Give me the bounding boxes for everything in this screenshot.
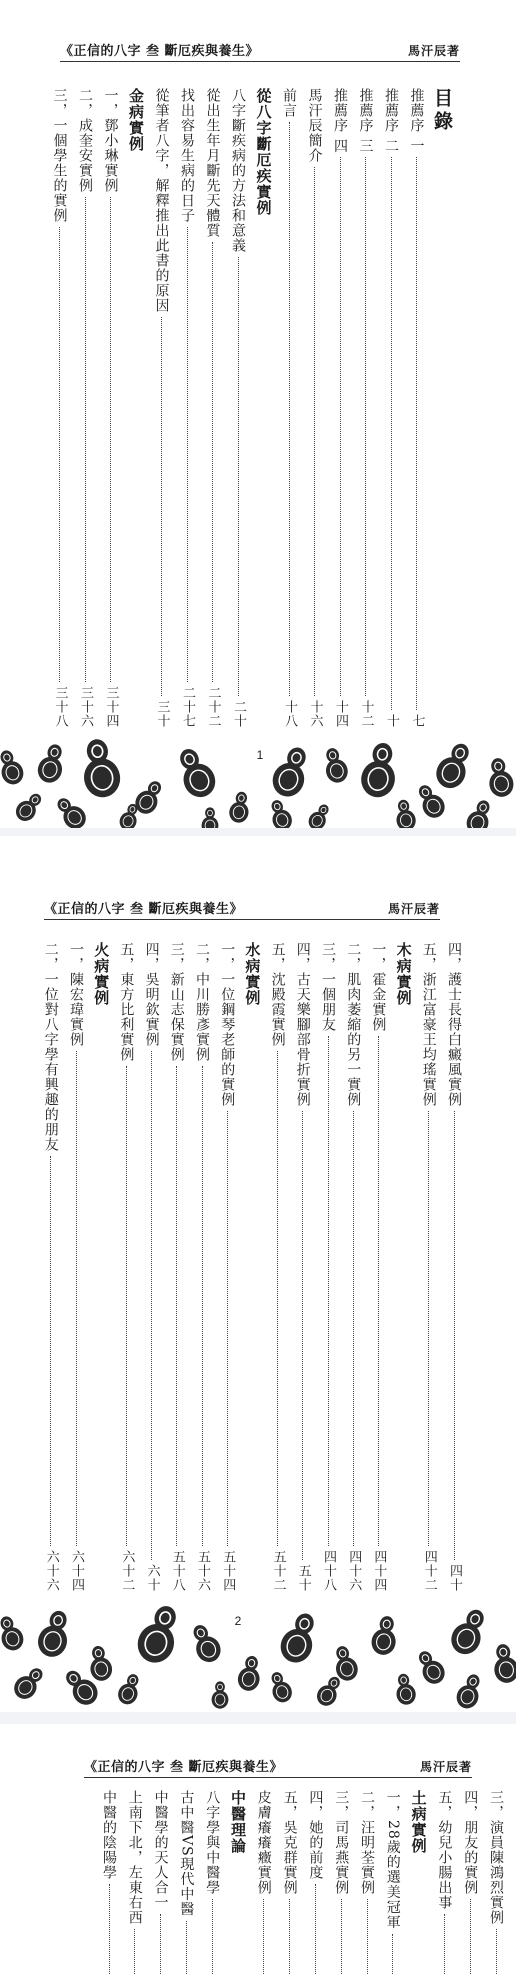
leader-dots	[391, 157, 392, 710]
leader-dots	[289, 1899, 290, 1974]
toc-page-ref: 三十四	[103, 686, 119, 728]
toc-entry-text: 四，她的前度	[307, 1790, 324, 1880]
toc-page-ref: 五十二	[270, 1550, 286, 1592]
toc-page-ref: 四十二	[421, 1550, 437, 1592]
toc-entry-text: 三，演員陳鴻烈實例	[488, 1790, 504, 1925]
toc-page-ref: 三十六	[78, 686, 93, 728]
toc-entry	[101, 88, 121, 728]
gourd-icon	[431, 738, 477, 793]
leader-dots	[416, 157, 417, 710]
toc-entry-text: 找出容易生病的日子	[179, 88, 195, 223]
gourd-icon	[228, 790, 252, 824]
toc-entry	[407, 88, 427, 728]
toc-page-ref: 十六	[307, 700, 323, 728]
gourd-icon	[115, 1671, 144, 1707]
leader-dots	[302, 1111, 303, 1560]
toc-page-ref: 三十八	[52, 686, 68, 728]
leader-dots	[328, 1036, 329, 1546]
toc-page-ref: 三十	[154, 700, 170, 728]
toc-entry	[217, 942, 237, 1592]
toc-entry-text: 三，司馬燕實例	[333, 1790, 350, 1895]
gourd-icon	[0, 747, 27, 787]
leader-dots	[392, 1934, 393, 1974]
leader-dots	[315, 1884, 316, 1974]
toc-entry-text: 五，浙江富豪王均瑤實例	[420, 942, 437, 1107]
leader-dots	[151, 1051, 152, 1560]
gourd-icon	[268, 743, 315, 801]
toc-entry	[280, 1790, 300, 1978]
leader-dots	[59, 227, 60, 682]
leader-dots	[496, 1929, 497, 1974]
toc-page-ref: 十	[384, 714, 399, 728]
book-title: 《正信的八字 叁 斷厄疾與養生》	[60, 44, 260, 59]
leader-dots	[454, 1111, 455, 1560]
toc-entry-text: 皮膚癢癢癥實例	[255, 1790, 272, 1895]
toc-entry-text: 一，陳宏瑋實例	[68, 942, 84, 1047]
gourd-icon	[212, 1681, 229, 1708]
toc-entry	[368, 942, 388, 1592]
toc-entry	[142, 942, 162, 1592]
gourd-icon	[78, 736, 124, 800]
toc-entry	[357, 1790, 377, 1978]
leader-dots	[378, 1036, 379, 1546]
toc-page-3	[0, 1724, 516, 1978]
leader-dots	[187, 227, 188, 682]
toc-entry	[293, 942, 313, 1592]
gourd-icon	[266, 1669, 295, 1705]
gourd-decoration	[0, 736, 516, 836]
toc-page-ref: 二十二	[205, 686, 221, 728]
toc-entry	[177, 88, 197, 728]
toc-page-ref: 六十二	[119, 1550, 135, 1592]
toc-page-ref: 七	[409, 714, 425, 728]
toc-entry-text: 木病實例	[394, 942, 413, 1006]
leader-dots	[85, 197, 86, 682]
leader-dots	[161, 317, 162, 696]
gourd-icon	[171, 743, 221, 802]
toc-entry	[381, 88, 401, 728]
toc-entry-text: 推薦序 一	[408, 88, 425, 154]
leader-dots	[134, 1929, 135, 1974]
gourd-icon	[490, 1642, 516, 1685]
toc-entry-text: 四，護士長得白癜風實例	[446, 942, 462, 1107]
toc-entry-text: 一，霍金實例	[370, 942, 387, 1032]
toc-entry-text: 二，肌肉萎縮的另一實例	[345, 942, 362, 1107]
leader-dots	[341, 1899, 342, 1974]
leader-dots	[109, 1884, 110, 1974]
leader-dots	[289, 122, 290, 696]
toc-entry	[268, 942, 288, 1592]
toc-entry-text: 水病實例	[243, 942, 262, 1006]
toc-entry-text: 五，吳克群實例	[281, 1790, 298, 1895]
toc-page-ref: 十四	[333, 700, 348, 728]
toc-page-ref: 六十六	[43, 1550, 59, 1592]
toc-section-title	[409, 1790, 429, 1854]
toc-entry-text: 上南下北，左東右西	[126, 1790, 143, 1925]
leader-dots	[263, 1899, 264, 1974]
toc-entry	[99, 1790, 119, 1978]
toc-entry-text: 三，新山志保實例	[168, 942, 185, 1062]
toc-entry	[330, 88, 350, 728]
gourd-icon	[132, 1602, 186, 1668]
gourd-icon	[485, 756, 515, 799]
toc-entry	[66, 942, 86, 1592]
leader-dots	[50, 1156, 51, 1546]
toc-entry-text: 中醫理論	[229, 1790, 247, 1854]
toc-entry	[356, 88, 376, 728]
toc-entry-text: 三，一個學生的實例	[51, 88, 68, 223]
toc-entry-text: 三，一個朋友	[320, 942, 336, 1032]
leader-dots	[365, 157, 366, 696]
gourd-icon	[453, 1671, 485, 1710]
toc-page-ref: 二十	[231, 700, 246, 728]
toc-entry	[383, 1790, 403, 1978]
leader-dots	[76, 1051, 77, 1546]
toc-entry	[75, 88, 95, 728]
toc-entry	[116, 942, 136, 1592]
toc-page-2	[0, 836, 516, 1724]
leader-dots	[126, 1066, 127, 1546]
toc-section-title	[91, 942, 111, 1006]
toc-page-ref: 五十六	[195, 1550, 210, 1592]
toc-entry	[486, 1790, 506, 1978]
toc-section-title	[126, 88, 146, 152]
gourd-icon	[12, 789, 47, 825]
toc-entry-text: 推薦序 四	[332, 88, 348, 154]
page-number: 1	[256, 748, 264, 762]
leader-dots	[160, 1914, 161, 1974]
gourd-decoration	[0, 1602, 516, 1710]
toc-entry	[152, 88, 172, 728]
toc-entry	[125, 1790, 145, 1978]
toc-entry	[202, 1790, 222, 1978]
book-title: 《正信的八字 叁 斷厄疾與養生》	[84, 1760, 284, 1775]
toc-entry	[343, 942, 363, 1592]
toc-entry-text: 八字學與中醫學	[204, 1790, 221, 1895]
gourd-icon	[413, 781, 449, 822]
toc-entry	[279, 88, 299, 728]
gourd-icon	[35, 1607, 75, 1660]
toc-entry	[331, 1790, 351, 1978]
toc-entry	[434, 1790, 454, 1978]
leader-dots	[212, 242, 213, 682]
toc-page-ref: 六十四	[69, 1550, 84, 1592]
toc-entry-text: 前言	[281, 88, 297, 118]
toc-entry-text: 二，中川勝彥實例	[194, 942, 210, 1062]
toc-entry-text: 中醫的陰陽學	[101, 1790, 117, 1880]
toc-entry	[176, 1790, 196, 1978]
running-header	[84, 1756, 472, 1778]
gourd-icon	[236, 1654, 263, 1692]
toc-entry-text: 古中醫VS現代中醫	[178, 1790, 195, 1917]
toc-page-ref: 十八	[282, 700, 297, 728]
toc-entry	[50, 88, 70, 728]
gourd-icon	[413, 1647, 449, 1688]
leader-dots	[314, 167, 315, 696]
toc-section-title	[228, 1790, 248, 1854]
leader-dots	[444, 1914, 445, 1974]
toc-entry-text: 一，一位鋼琴老師的實例	[219, 942, 236, 1107]
leader-dots	[186, 1921, 187, 1974]
toc-entry-text: 目錄	[431, 88, 453, 134]
toc-entry	[41, 942, 61, 1592]
gourd-icon	[187, 1621, 225, 1666]
toc-entry-text: 八字斷疾病的方法和意義	[230, 88, 246, 253]
toc-page-ref: 四十四	[371, 1550, 387, 1592]
running-header	[60, 40, 460, 62]
toc-entry-text: 馬汗辰簡介	[306, 88, 323, 163]
gourd-icon	[276, 1609, 323, 1667]
leader-dots	[176, 1066, 177, 1546]
gourd-icon	[370, 1614, 400, 1657]
leader-dots	[470, 1899, 471, 1974]
toc-entry-text: 五，東方比利實例	[118, 942, 135, 1062]
toc-entry-text: 二，一位對八字學有興趣的朋友	[42, 942, 59, 1152]
toc-entry-text: 五，幼兒小腸出事	[436, 1790, 453, 1910]
toc-entry-text: 火病實例	[92, 942, 111, 1006]
toc-entry-text: 四，吳明欽實例	[143, 942, 160, 1047]
toc-page-ref: 四十八	[321, 1550, 336, 1592]
toc-section-title	[242, 942, 262, 1006]
toc-entry-text: 二，成奎安實例	[77, 88, 93, 193]
toc-entry-text: 推薦序 三	[357, 88, 374, 154]
toc-entry	[318, 942, 338, 1592]
toc-entry	[167, 942, 187, 1592]
gourd-icon	[358, 740, 401, 800]
toc-page-ref: 五十	[295, 1564, 311, 1592]
toc-page-ref: 五十八	[169, 1550, 185, 1592]
toc-entry-text: 四，朋友的實例	[462, 1790, 479, 1895]
toc-entry-text: 一，28歲的選美冠軍	[384, 1790, 401, 1930]
page-number: 2	[234, 1614, 242, 1628]
gourd-icon	[446, 1604, 492, 1659]
gourd-icon	[87, 1644, 114, 1682]
toc-entry	[460, 1790, 480, 1978]
leader-dots	[227, 1111, 228, 1546]
toc-entry	[203, 88, 223, 728]
leader-dots	[428, 1111, 429, 1546]
running-header	[44, 898, 440, 920]
leader-dots	[277, 1051, 278, 1546]
toc-entry-text: 一，鄧小琳實例	[102, 88, 119, 193]
toc-entry	[305, 88, 325, 728]
toc-entry-text: 從出生年月斷先天體質	[204, 88, 221, 238]
book-author: 馬汗辰著	[387, 902, 440, 916]
toc-entry-text: 四，古天樂腳部骨折實例	[294, 942, 311, 1107]
toc-entry-text: 從筆者八字，解釋推出此書的原因	[153, 88, 170, 313]
leader-dots	[238, 257, 239, 696]
leader-dots	[340, 157, 341, 696]
leader-dots	[367, 1899, 368, 1974]
toc-page-ref: 四十六	[346, 1550, 362, 1592]
gourd-icon	[10, 1663, 49, 1704]
leader-dots	[202, 1066, 203, 1546]
toc-page-ref: 十二	[358, 700, 374, 728]
toc-page-ref: 五十四	[220, 1550, 236, 1592]
gourd-icon	[35, 742, 68, 786]
leader-dots	[212, 1899, 213, 1974]
toc-entry-text: 土病實例	[409, 1790, 428, 1854]
toc-page-1	[0, 0, 516, 836]
toc-entry-text: 推薦序 二	[383, 88, 399, 154]
toc-entry	[444, 942, 464, 1592]
gourd-icon	[0, 1613, 27, 1653]
toc-entry-text: 二，汪明荃實例	[359, 1790, 375, 1895]
gourd-icon	[320, 746, 350, 785]
toc-entry	[305, 1790, 325, 1978]
toc-entry	[151, 1790, 171, 1978]
toc-page-ref: 二十七	[180, 686, 195, 728]
leader-dots	[353, 1111, 354, 1546]
leader-dots	[110, 197, 111, 682]
toc-entry-text: 五，沈殿霞實例	[269, 942, 286, 1047]
toc-entry-text: 金病實例	[127, 88, 145, 152]
toc-entry-text: 中醫學的天人合一	[152, 1790, 169, 1910]
toc-entry	[419, 942, 439, 1592]
book-author: 馬汗辰著	[419, 1760, 472, 1774]
book-title: 《正信的八字 叁 斷厄疾與養生》	[44, 902, 244, 917]
toc-entry-text: 從八字斷厄疾實例	[254, 88, 273, 216]
toc-page-ref: 六十	[144, 1564, 160, 1592]
toc-section-title	[394, 942, 414, 1006]
toc-page-ref: 四十	[447, 1564, 462, 1592]
toc-section-title	[254, 88, 274, 216]
gourd-icon	[393, 1672, 417, 1706]
toc-heading	[432, 88, 452, 134]
book-author: 馬汗辰著	[407, 44, 460, 58]
toc-entry	[254, 1790, 274, 1978]
toc-entry	[192, 942, 212, 1592]
toc-entry	[228, 88, 248, 728]
